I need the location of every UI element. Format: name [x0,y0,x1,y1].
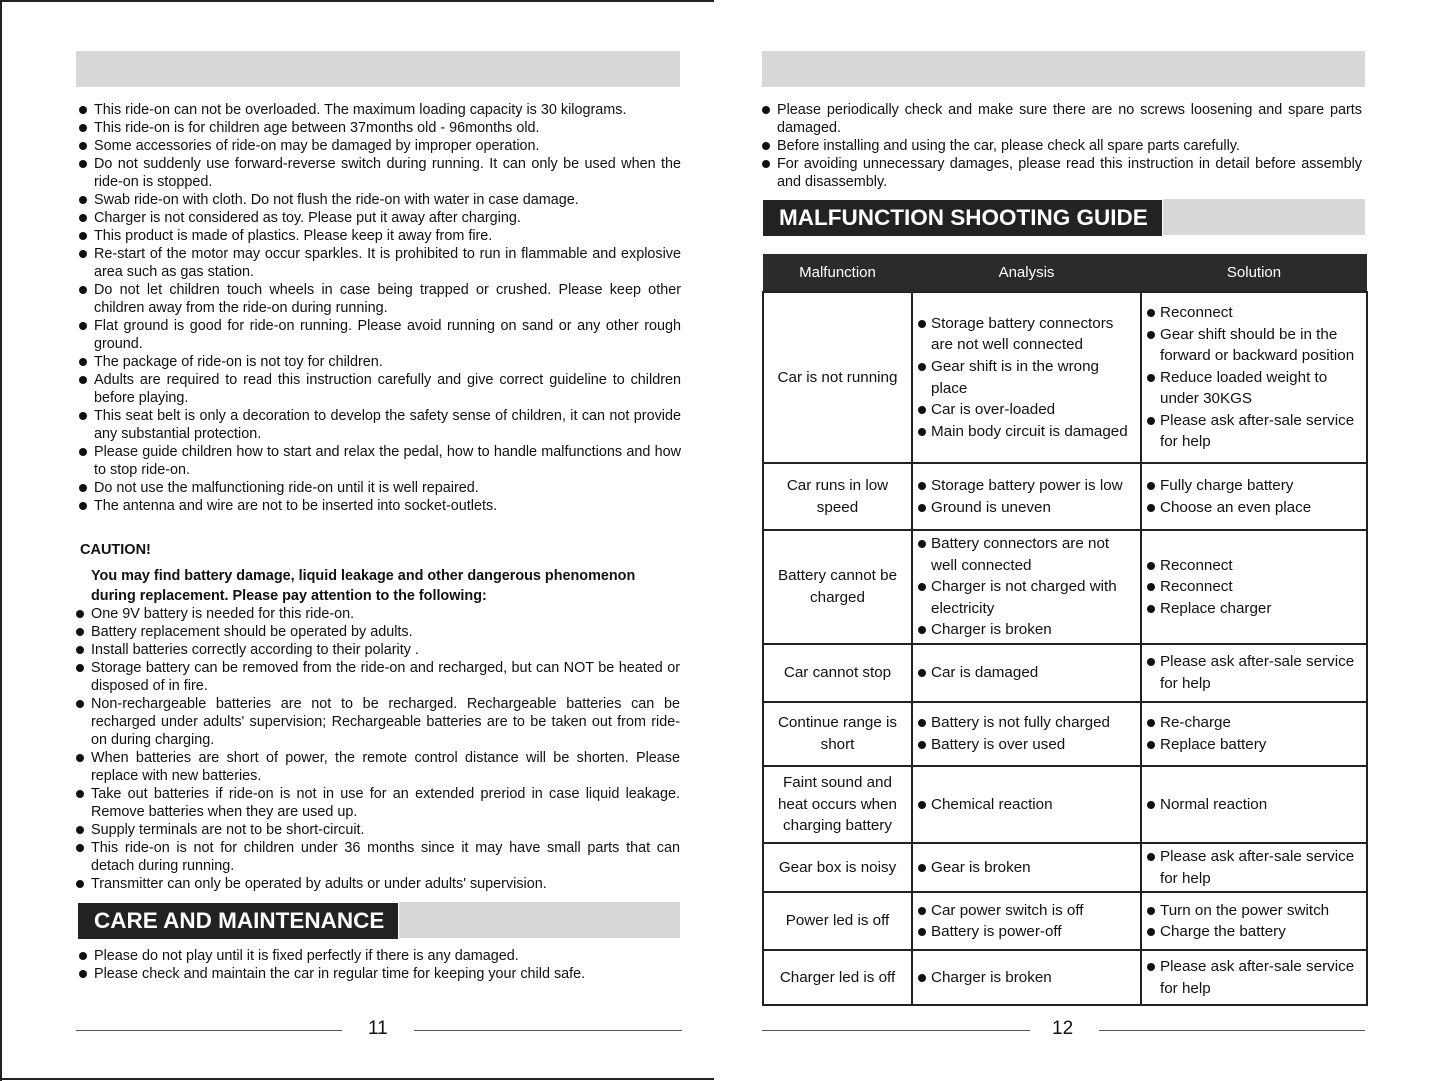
warning-item: This ride-on can not be overloaded. The maximum loading capacity is 30 kilograms. [77,101,681,119]
caution-item: Storage battery can be removed from the ride-on and recharged, but can NOT be heated or disposed of in fire. [74,659,680,695]
solution-cell [1141,292,1367,463]
warning-item: Charger is not considered as toy. Please put it away after charging. [77,209,681,227]
caution-item: Battery replacement should be operated by adults. [74,623,680,641]
table-row [763,530,1367,644]
guide-section-bar [762,199,1365,235]
caution-item: Install batteries correctly according to their polarity . [74,641,680,659]
column-header: Malfunction [763,254,912,292]
warning-item: Adults are required to read this instruction carefully and give correct guideline to children before playing. [77,371,681,407]
analysis-item: Storage battery power is low [917,475,1136,497]
warning-item: Do not let children touch wheels in case being trapped or crushed. Please keep other children away from the ride-on during running. [77,281,681,317]
solution-item: Re-charge [1146,712,1362,734]
footer-rule [1099,1030,1365,1031]
analysis-item: Charger is broken [917,967,1136,989]
warnings-list [77,101,681,515]
solution-item: Reconnect [1146,302,1362,324]
care-title: CARE AND MAINTENANCE [77,902,399,940]
malfunction-cell: Car runs in low speed [763,463,912,530]
caution-item: This ride-on is not for children under 36 months since it may have small parts that can detach during running. [74,839,680,875]
solution-item: Choose an even place [1146,497,1362,519]
solution-cell [1141,530,1367,644]
caution-item: Transmitter can only be operated by adults or under adults' supervision. [74,875,680,893]
caution-item: When batteries are short of power, the remote control distance will be shorten. Please replace with new batteries. [74,749,680,785]
maintenance-item: Before installing and using the car, please check all spare parts carefully. [760,137,1362,155]
care-item: Please do not play until it is fixed perfectly if there is any damaged. [77,947,681,965]
analysis-cell [912,702,1141,766]
solution-item: Please ask after-sale service for help [1146,410,1362,453]
warning-item: Flat ground is good for ride-on running. Please avoid running on sand or any other rough ground. [77,317,681,353]
care-list [77,947,681,983]
care-section-bar [77,902,680,938]
solution-item: Replace charger [1146,598,1362,620]
analysis-item: Battery is over used [917,734,1136,756]
analysis-cell [912,530,1141,644]
warning-item: Do not use the malfunctioning ride-on until it is well repaired. [77,479,681,497]
warning-item: Some accessories of ride-on may be damaged by improper operation. [77,137,681,155]
solution-item: Reconnect [1146,576,1362,598]
analysis-item: Car power switch is off [917,900,1136,922]
analysis-item: Battery is not fully charged [917,712,1136,734]
analysis-cell [912,766,1141,843]
table-row [763,644,1367,702]
analysis-item: Charger is broken [917,619,1136,641]
caution-title: CAUTION! [80,542,151,558]
solution-cell [1141,644,1367,702]
analysis-item: Car is over-loaded [917,399,1136,421]
footer-rule [414,1030,682,1031]
maintenance-list [760,101,1362,191]
page-number: 11 [368,1018,388,1039]
solution-item: Turn on the power switch [1146,900,1362,922]
analysis-cell [912,892,1141,950]
solution-item: Please ask after-sale service for help [1146,651,1362,694]
solution-item: Reconnect [1146,555,1362,577]
analysis-item: Battery connectors are not well connected [917,533,1136,576]
analysis-cell [912,644,1141,702]
solution-cell [1141,950,1367,1005]
caution-intro: You may find battery damage, liquid leakage and other dangerous phenomenon during replacement. Please pay attention to the following: [91,568,636,604]
malfunction-cell: Charger led is off [763,950,912,1005]
analysis-item: Storage battery connectors are not well connected [917,313,1136,356]
table-row [763,766,1367,843]
warning-item: The antenna and wire are not to be inserted into socket-outlets. [77,497,681,515]
maintenance-item: Please periodically check and make sure there are no screws loosening and spare parts damaged. [760,101,1362,137]
analysis-item: Ground is uneven [917,497,1136,519]
caution-item: Supply terminals are not to be short-circuit. [74,821,680,839]
analysis-item: Main body circuit is damaged [917,421,1136,443]
table-row [763,702,1367,766]
page-11 [0,0,716,1081]
solution-item: Please ask after-sale service for help [1146,956,1362,999]
solution-cell [1141,702,1367,766]
analysis-item: Car is damaged [917,662,1136,684]
warning-item: This product is made of plastics. Please keep it away from fire. [77,227,681,245]
warning-item: Re-start of the motor may occur sparkles. It is prohibited to run in flammable and explosive area such as gas station. [77,245,681,281]
solution-item: Charge the battery [1146,921,1362,943]
page-footer [762,1018,1365,1044]
table-row [763,950,1367,1005]
warning-item: Swab ride-on with cloth. Do not flush the ride-on with water in case damage. [77,191,681,209]
analysis-cell [912,463,1141,530]
malfunction-cell: Continue range is short [763,702,912,766]
malfunction-cell: Car cannot stop [763,644,912,702]
warning-item: This seat belt is only a decoration to develop the safety sense of children, it can not provide any substantial protection. [77,407,681,443]
header-bar [762,51,1365,87]
table-row [763,843,1367,892]
warning-item: Do not suddenly use forward-reverse switch during running. It can only be used when the ride-on is stopped. [77,155,681,191]
solution-item: Gear shift should be in the forward or backward position [1146,324,1362,367]
page-footer [76,1018,682,1044]
warning-item: Please guide children how to start and relax the pedal, how to handle malfunctions and how to stop ride-on. [77,443,681,479]
analysis-cell [912,950,1141,1005]
solution-item: Please ask after-sale service for help [1146,846,1362,889]
analysis-cell [912,843,1141,892]
footer-rule [76,1030,342,1031]
column-header: Solution [1141,254,1367,292]
warning-item: This ride-on is for children age between 37months old - 96months old. [77,119,681,137]
analysis-cell [912,292,1141,463]
care-item: Please check and maintain the car in regular time for keeping your child safe. [77,965,681,983]
page-number: 12 [1052,1018,1074,1039]
caution-list [74,605,680,893]
page-12 [724,0,1441,1081]
caution-item: One 9V battery is needed for this ride-on. [74,605,680,623]
analysis-item: Chemical reaction [917,794,1136,816]
maintenance-item: For avoiding unnecessary damages, please read this instruction in detail before assembly and disassembly. [760,155,1362,191]
solution-cell [1141,843,1367,892]
table-header [763,254,1367,292]
warning-item: The package of ride-on is not toy for children. [77,353,681,371]
table-row [763,292,1367,463]
malfunction-table [762,254,1368,1006]
caution-item: Non-rechargeable batteries are not to be recharged. Rechargeable batteries can be recharged under adults' supervision; Rechargeable batteries are to be taken out from ride-on during charging. [74,695,680,749]
analysis-item: Gear is broken [917,857,1136,879]
malfunction-cell: Faint sound and heat occurs when charging battery [763,766,912,843]
solution-cell [1141,766,1367,843]
solution-item: Replace battery [1146,734,1362,756]
solution-item: Normal reaction [1146,794,1362,816]
solution-item: Fully charge battery [1146,475,1362,497]
analysis-item: Gear shift is in the wrong place [917,356,1136,399]
analysis-item: Battery is power-off [917,921,1136,943]
solution-item: Reduce loaded weight to under 30KGS [1146,367,1362,410]
solution-cell [1141,463,1367,530]
header-bar [76,51,680,87]
table-row [763,463,1367,530]
malfunction-cell: Battery cannot be charged [763,530,912,644]
malfunction-cell: Power led is off [763,892,912,950]
guide-title: MALFUNCTION SHOOTING GUIDE [762,199,1163,237]
analysis-item: Charger is not charged with electricity [917,576,1136,619]
solution-cell [1141,892,1367,950]
footer-rule [762,1030,1030,1031]
malfunction-cell: Car is not running [763,292,912,463]
caution-item: Take out batteries if ride-on is not in use for an extended preriod in case liquid leakage. Remove batteries when they are used up. [74,785,680,821]
malfunction-cell: Gear box is noisy [763,843,912,892]
column-header: Analysis [912,254,1141,292]
table-row [763,892,1367,950]
